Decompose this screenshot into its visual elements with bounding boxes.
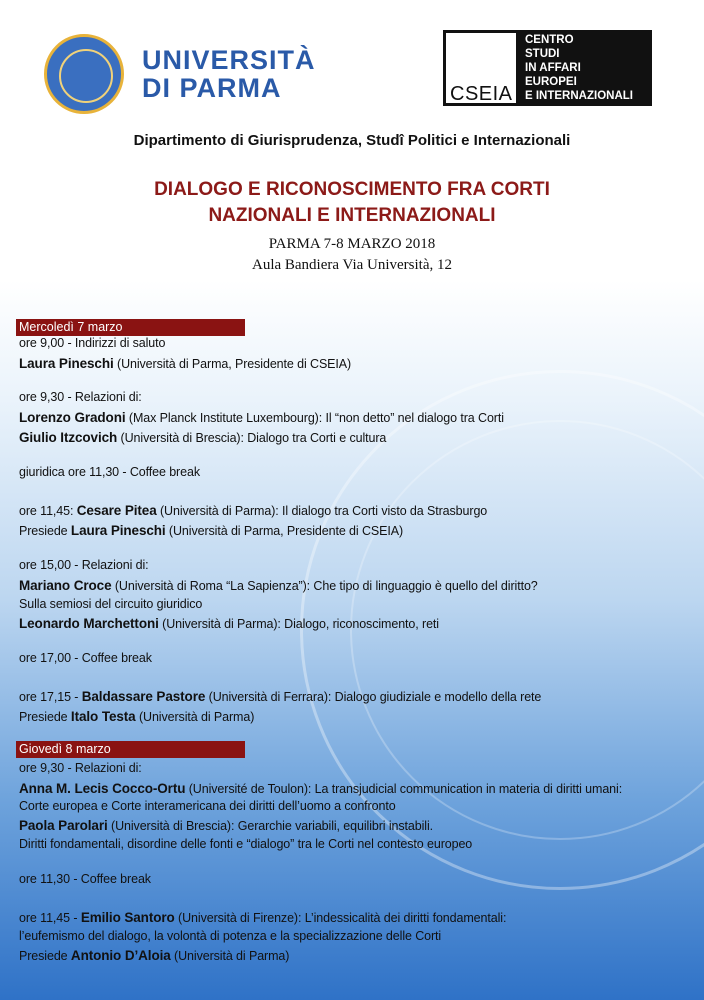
- program-text: Presiede: [19, 949, 71, 963]
- program-line: [19, 709, 254, 724]
- program-line: [19, 948, 289, 963]
- event-title-line1: DIALOGO E RICONOSCIMENTO FRA CORTI: [154, 179, 550, 200]
- speaker-name: Cesare Pitea: [76, 503, 157, 518]
- program-text: Diritti fondamentali, disordine delle fonti e “dialogo” tra le Corti nel contesto europeo: [19, 837, 473, 851]
- program-line: [19, 781, 622, 796]
- speaker-name: Mariano Croce: [19, 578, 112, 593]
- speaker-name: Paola Parolari: [19, 818, 108, 833]
- program-line: [19, 503, 487, 518]
- cseia-line: IN AFFARI: [525, 62, 581, 74]
- program-text: Corte europea e Corte interamericana dei diritti dell’uomo a confronto: [19, 799, 396, 813]
- speaker-name: Leonardo Marchettoni: [19, 616, 159, 631]
- speaker-details: (Università di Parma): Il dialogo tra Corti visto da Strasburgo: [156, 504, 488, 518]
- speaker-details: (Università di Firenze): L’indessicalità dei diritti fondamentali:: [174, 911, 507, 925]
- program-text: ore 17,15 -: [19, 690, 82, 704]
- program-text: ore 11,45 -: [19, 911, 81, 925]
- program-text: ore 9,30 - Relazioni di:: [19, 390, 142, 404]
- program-text: ore 11,45:: [19, 504, 77, 518]
- program-line: [19, 616, 439, 631]
- speaker-name: Emilio Santoro: [80, 910, 175, 925]
- speaker-name: Lorenzo Gradoni: [19, 410, 126, 425]
- program-line: [19, 523, 403, 538]
- event-title-line2: NAZIONALI E INTERNAZIONALI: [208, 205, 496, 226]
- cseia-line: EUROPEI: [525, 76, 577, 88]
- speaker-details: (Università di Brescia): Gerarchie variabili, equilibri instabili.: [107, 819, 434, 833]
- speaker-details: (Università di Parma, Presidente di CSEIA): [113, 357, 352, 371]
- speaker-name: Giulio Itzcovich: [19, 430, 118, 445]
- program-text: Sulla semiosi del circuito giuridico: [19, 597, 203, 611]
- speaker-details: (Université de Toulon): La transjudicial communication in materia di diritti umani:: [185, 782, 623, 796]
- program-text: giuridica ore 11,30 - Coffee break: [19, 465, 200, 479]
- cseia-full-name: [525, 33, 633, 103]
- event-date-place: PARMA 7-8 MARZO 2018: [268, 236, 436, 252]
- speaker-name: Italo Testa: [70, 709, 136, 724]
- program-text: Presiede: [19, 524, 71, 538]
- program-text: ore 15,00 - Relazioni di:: [19, 558, 149, 572]
- speaker-name: Antonio D’Aloia: [70, 948, 171, 963]
- speaker-details: (Università di Roma “La Sapienza”): Che tipo di linguaggio è quello del diritto?: [111, 579, 538, 593]
- program-line: [19, 558, 149, 572]
- program-text: ore 17,00 - Coffee break: [19, 651, 152, 665]
- program-line: [19, 336, 165, 350]
- program-line: [19, 761, 142, 775]
- program-line: [19, 818, 433, 833]
- university-logo: [44, 34, 444, 114]
- cseia-line: CENTRO: [525, 34, 574, 46]
- cseia-line: E INTERNAZIONALI: [525, 90, 633, 102]
- speaker-details: (Max Planck Institute Luxembourg): Il “non detto” nel dialogo tra Corti: [125, 411, 504, 425]
- university-name-line2: DI PARMA: [142, 73, 282, 103]
- speaker-details: (Università di Parma): Dialogo, riconoscimento, reti: [158, 617, 439, 631]
- cseia-acronym: CSEIA: [450, 83, 513, 105]
- program-line: [19, 578, 538, 593]
- speaker-details: (Università di Brescia): Dialogo tra Corti e cultura: [117, 431, 387, 445]
- program-text: Presiede: [19, 710, 71, 724]
- university-name: [142, 46, 316, 102]
- program-line: [19, 929, 441, 943]
- program-line: [19, 689, 541, 704]
- program-line: [19, 872, 151, 886]
- speaker-name: Laura Pineschi: [19, 356, 114, 371]
- program-line: [19, 651, 152, 665]
- day-header-wednesday: Mercoledì 7 marzo: [16, 319, 245, 336]
- speaker-name: Baldassare Pastore: [81, 689, 206, 704]
- program-line: [19, 430, 386, 445]
- speaker-details: (Università di Ferrara): Dialogo giudiziale e modello della rete: [205, 690, 542, 704]
- program-line: [19, 410, 504, 425]
- program-text: ore 9,00 - Indirizzi di saluto: [19, 336, 166, 350]
- program-line: [19, 390, 142, 404]
- cseia-line: STUDI: [525, 48, 560, 60]
- program-line: [19, 356, 351, 371]
- program-line: [19, 597, 202, 611]
- program-line: [19, 799, 396, 813]
- program-text: l’eufemismo del dialogo, la volontà di potenza e la specializzazione delle Corti: [19, 929, 442, 943]
- university-seal-icon: [44, 34, 124, 114]
- speaker-details: (Università di Parma, Presidente di CSEIA): [165, 524, 404, 538]
- speaker-details: (Università di Parma): [135, 710, 255, 724]
- event-title: [0, 177, 704, 229]
- program-text: ore 11,30 - Coffee break: [19, 872, 151, 886]
- speaker-details: (Università di Parma): [170, 949, 290, 963]
- cseia-box: [443, 30, 519, 106]
- university-name-line1: UNIVERSITÀ: [142, 45, 316, 75]
- event-venue: Aula Bandiera Via Università, 12: [251, 257, 453, 273]
- program-line: [19, 465, 200, 479]
- program-line: [19, 837, 472, 851]
- cseia-logo: [443, 30, 652, 106]
- program-text: ore 9,30 - Relazioni di:: [19, 761, 142, 775]
- day-header-thursday: Giovedì 8 marzo: [16, 741, 245, 758]
- speaker-name: Anna M. Lecis Cocco-Ortu: [19, 781, 186, 796]
- speaker-name: Laura Pineschi: [70, 523, 166, 538]
- department-name: Dipartimento di Giurisprudenza, Studî Politici e Internazionali: [133, 132, 571, 149]
- program-line: [19, 910, 506, 925]
